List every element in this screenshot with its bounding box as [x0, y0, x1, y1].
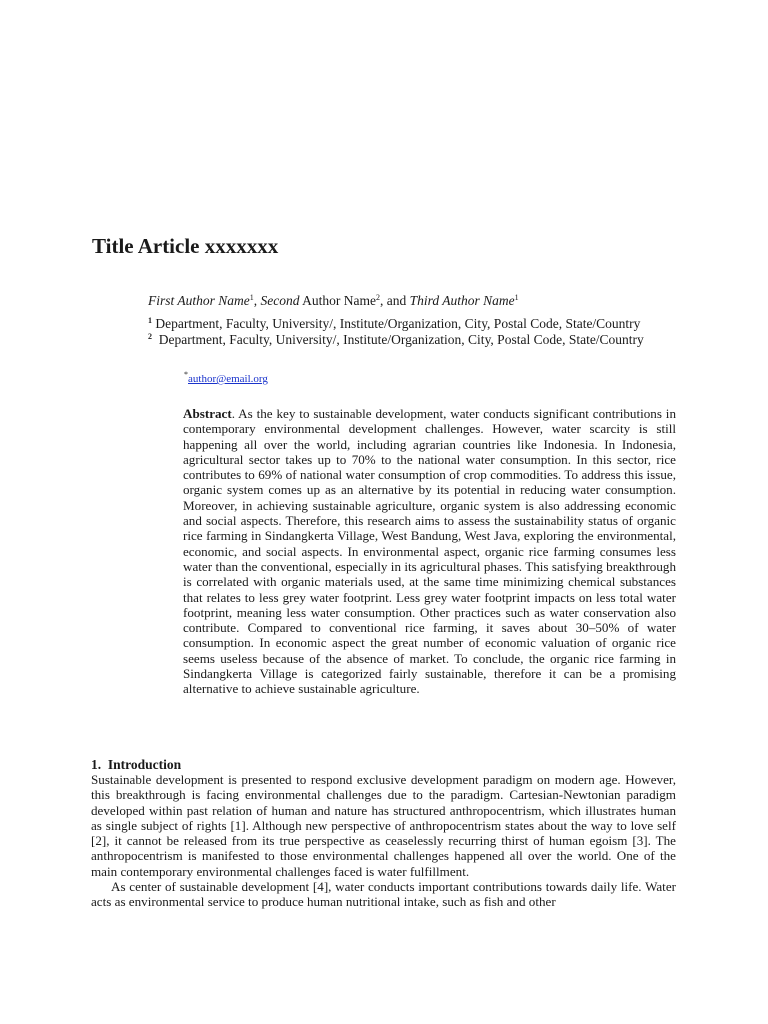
affiliation-1-text: Department, Faculty, University/, Institute/Organization, City, Postal Code, State/Country: [152, 316, 641, 331]
corresponding-mark: *: [184, 370, 188, 379]
corresponding-email: [184, 370, 268, 385]
second-author-name: Author Name: [299, 293, 376, 308]
affiliation-2: [148, 332, 644, 348]
first-author-name: First Author Name: [148, 293, 250, 308]
affiliation-2-sup: 2: [148, 331, 152, 341]
email-link[interactable]: author@email.org: [188, 373, 268, 385]
article-title: Title Article xxxxxxx: [92, 234, 279, 258]
author-line: [148, 293, 519, 309]
abstract-label: Abstract: [183, 406, 232, 421]
introduction-body: [91, 772, 676, 910]
introduction-paragraph-2: As center of sustainable development [4], water conducts important contributions towards daily life. Water acts as environmental service to produce human nutritional intake, such as fish and other: [91, 879, 676, 910]
affiliation-2-text: Department, Faculty, University/, Institute/Organization, City, Postal Code, State/Country: [152, 331, 644, 347]
abstract-text: . As the key to sustainable development, water conducts significant contributions in contemporary environmental development challenges. However, water scarcity is still happening all over the world, including agrarian countries like Indonesia. In Indonesia, agricultural sector takes up to 70% to the national water consumption. In this sector, rice contributes to 69% of national water consumption of crop commodities. To address this issue, organic system comes up as an alternative by its potential in reducing water consumption. Moreover, in achieving sustainable agriculture, organic system is also addressing economic and social aspects. Therefore, this research aims to assess the sustainability status of organic rice farming in Sindangkerta Village, West Bandung, West Java, exploring the environmental, economic, and social aspects. In environmental aspect, organic rice farming consumes less water than the conventional, especially in its agricultural phases. This satisfying breakthrough is correlated with organic materials used, at the same time minimizing chemical substances that relates to less grey water footprint. Less grey water footprint impacts on less total water footprint, meaning less water consumption. Other practices such as water conservation also contribute. Compared to conventional rice farming, it saves about 30–50% of water consumption. In economic aspect the great number of economic valuation of organic rice seems useless because of the absence of market. To conclude, the organic rice farming in Sindangkerta Village is categorized fairly sustainable, therefore it can be a promising alternative to achieve sustainable agriculture.: [183, 406, 676, 697]
abstract: [183, 406, 676, 697]
section-heading-introduction: 1. Introduction: [91, 757, 182, 772]
third-author-name: Third Author Name: [409, 293, 515, 308]
second-author-name-italic: Second: [260, 293, 300, 308]
affiliation-1: [148, 316, 644, 332]
first-author-affil-sup: 1: [249, 293, 254, 302]
second-author-affil-sup: 2: [376, 293, 380, 302]
introduction-paragraph-1: Sustainable development is presented to respond exclusive development paradigm on modern age. However, this breakthrough is facing environmental challenges due to the paradigm. Cartesian-Newtonian paradigm developed within past relation of human and nature has structured anthropocentrism, which illustrates human as single subject of rights [1]. Although new perspective of anthropocentrism states about the way to love self [2], it cannot be released from its true perspective as ceaselessly recurring thirst of human egoism [3]. The anthropocentrism is manifested to those environmental challenges happened all over the world. One of the main contemporary environmental challenges faced is water fulfillment.: [91, 772, 676, 879]
affiliation-1-sup: 1: [148, 316, 152, 325]
affiliation-block: [148, 316, 644, 347]
author-separator: , and: [380, 293, 410, 308]
author-separator: ,: [253, 293, 261, 308]
third-author-affil-sup: 1: [514, 293, 519, 302]
